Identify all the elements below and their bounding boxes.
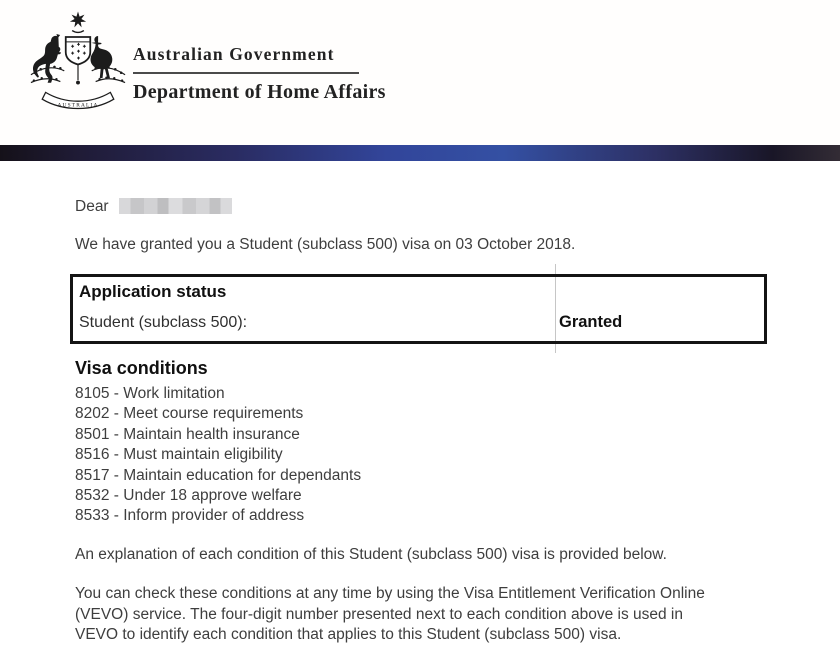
application-status-table [70,274,767,344]
application-status-title: Application status [79,282,227,301]
vevo-statement-line: You can check these conditions at any time by using the Visa Entitlement Verification Online [75,585,705,602]
banner-bar [0,145,840,161]
agency-block [133,44,386,104]
redacted-recipient-name [119,198,232,214]
visa-condition-item: 8501 - Maintain health insurance [75,425,300,443]
letterhead [0,0,840,145]
greeting-prefix: Dear [75,198,109,215]
star-shape [70,11,86,27]
vevo-statement [75,584,705,646]
greeting [75,198,232,216]
kangaroo-shape [33,36,61,83]
status-row-label: Student (subclass 500): [79,314,248,331]
vevo-statement-line: VEVO to identify each condition that applies to this Student (subclass 500) visa. [75,626,622,644]
header-divider [133,72,359,74]
explanation-statement: An explanation of each condition of this Student (subclass 500) visa is provided below. [75,546,667,563]
visa-condition-item: 8517 - Maintain education for dependants [75,466,362,484]
visa-conditions-list [75,384,361,527]
government-name: Australian Government [133,44,335,64]
visa-condition-item: 8105 - Work limitation [75,385,225,402]
visa-condition-item: 8533 - Inform provider of address [75,507,305,525]
visa-conditions-heading: Visa conditions [75,358,208,378]
visa-condition-item: 8202 - Meet course requirements [75,405,304,423]
vevo-statement-line: (VEVO) service. The four-digit number presented next to each condition above is used in [75,605,683,623]
department-name: Department of Home Affairs [133,81,386,103]
visa-condition-item: 8516 - Must maintain eligibility [75,446,283,464]
grant-statement: We have granted you a Student (subclass 500) visa on 03 October 2018. [75,236,576,253]
status-row-value: Granted [559,313,623,331]
ribbon-text: AUSTRALIA [57,102,99,109]
emu-shape [91,36,113,78]
visa-condition-item: 8532 - Under 18 approve welfare [75,487,302,505]
australian-coat-of-arms-icon [27,7,129,113]
